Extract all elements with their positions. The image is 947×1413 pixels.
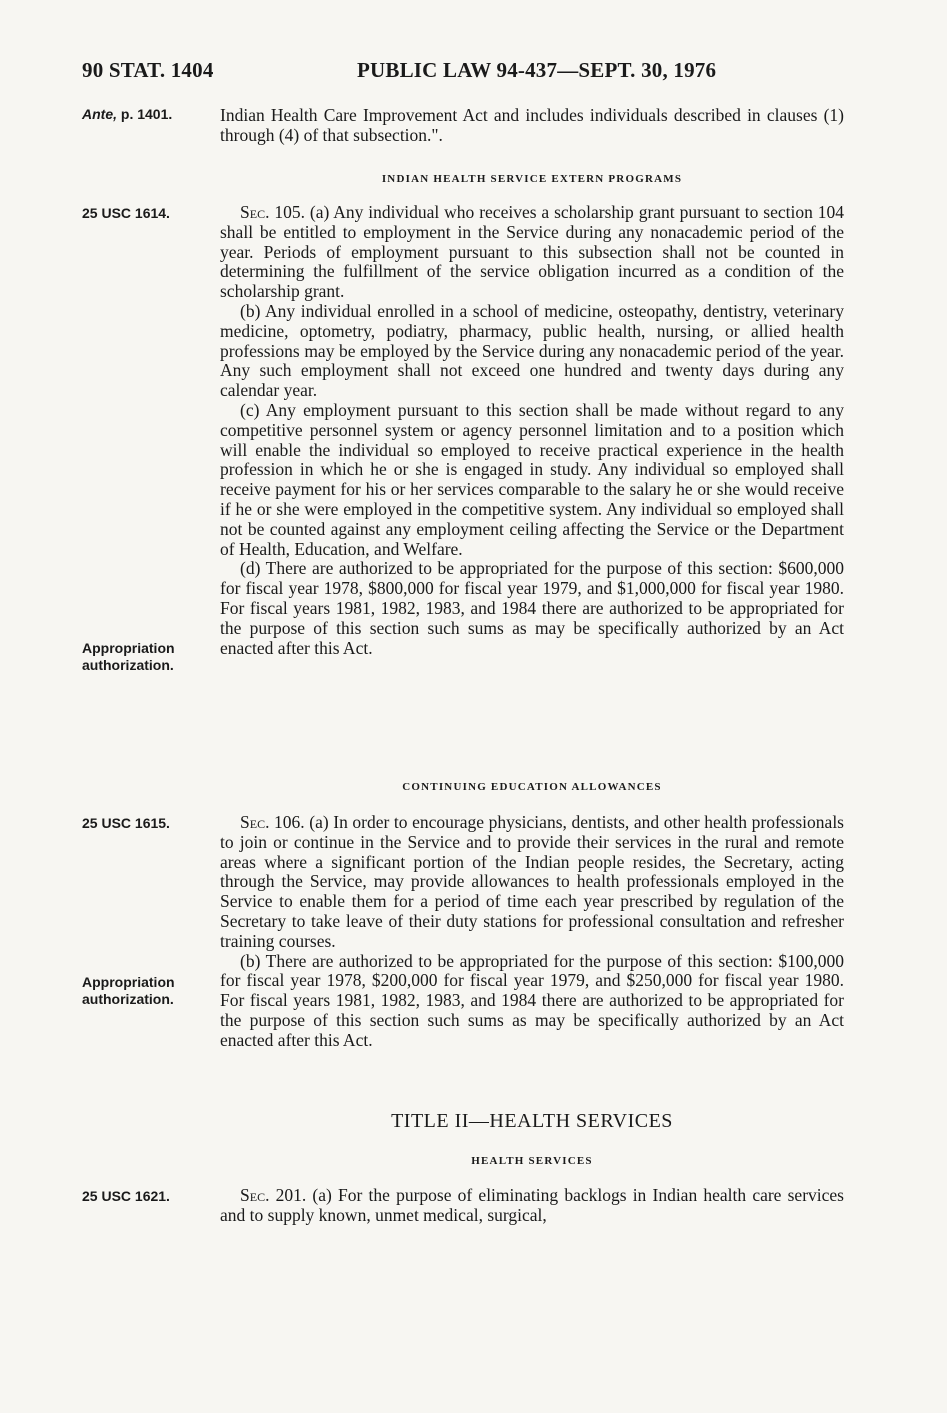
section-heading-continuing-education: CONTINUING EDUCATION ALLOWANCES: [402, 781, 662, 793]
section-105-a: [220, 203, 844, 302]
margin-note-usc-1614: 25 USC 1614.: [82, 205, 170, 221]
section-201-a: [220, 1186, 844, 1226]
section-105: [220, 203, 844, 658]
margin-note-ante-rest: p. 1401.: [117, 106, 173, 122]
page-stat-number: 90 STAT. 1404: [82, 58, 214, 82]
intro-paragraph: Indian Health Care Improvement Act and includes individuals described in clauses (1) through (4) of that subsection.".: [220, 105, 844, 145]
sec-label: Sec.: [240, 812, 270, 832]
section-105-b: (b) Any individual enrolled in a school of medicine, osteopathy, dentistry, veterinary medicine, optometry, podiatry, pharmacy, public health, nursing, or allied health professions may be employed by the Service during any nonacademic period of the year. Any such employment shall not exceed one hundred and twenty days during any calendar year.: [220, 300, 844, 401]
sec-label: Sec.: [240, 1185, 270, 1205]
margin-note-ante: [82, 106, 172, 123]
sec-201-a-text: 201. (a) For the purpose of eliminating backlogs in Indian health care services and to supply known, unmet medical, surgical,: [220, 1185, 844, 1225]
section-201: [220, 1186, 844, 1226]
section-105-d: (d) There are authorized to be appropriated for the purpose of this section: $600,000 for fiscal year 1978, $800,000 for fiscal year 1979, and $1,000,000 for fiscal year 1980. For fiscal years 1981, 1982, 1983, and 1984 there are authorized to be appropriated for the purpose of this section such sums as may be specifically authorized by an Act enacted after this Act.: [220, 558, 844, 658]
margin-note-appropriation-1: Appropriation authorization.: [82, 640, 175, 673]
margin-note-usc-1621: 25 USC 1621.: [82, 1188, 170, 1204]
section-106: [220, 813, 844, 1051]
section-heading-health-services: HEALTH SERVICES: [471, 1155, 593, 1167]
sec-106-a-text: 106. (a) In order to encourage physicians, dentists, and other health professionals to join or continue in the Service and to provide their services in the rural and remote areas where a significant portion of the Indian people resides, the Secretary, acting through the Service, may provide allowances to health professionals employed in the Service to enable them for a period of time each year prescribed by regulation of the Secretary to take leave of their duty stations for professional consultation and refresher training courses.: [220, 812, 844, 951]
section-heading-extern-programs: INDIAN HEALTH SERVICE EXTERN PROGRAMS: [381, 173, 683, 185]
intro-block: [220, 106, 844, 146]
margin-note-appropriation-2: Appropriation authorization.: [82, 974, 175, 1007]
sec-label: Sec.: [240, 202, 270, 222]
title-ii-heading: TITLE II—HEALTH SERVICES: [391, 1110, 673, 1132]
section-106-a: [220, 813, 844, 952]
section-106-b: (b) There are authorized to be appropriated for the purpose of this section: $100,000 for fiscal year 1978, $200,000 for fiscal year 1979, and $250,000 for fiscal year 1980. For fiscal years 1981, 1982, 1983, and 1984 there are authorized to be appropriated for the purpose of this section such sums as may be specifically authorized by an Act enacted after this Act.: [220, 950, 844, 1050]
margin-note-usc-1615: 25 USC 1615.: [82, 815, 170, 831]
section-105-c: (c) Any employment pursuant to this section shall be made without regard to any competitive personnel system or agency personnel limitation and to a position which will enable the individual so employed to receive practical experience in the health profession in which he or she is engaged in study. Any individual so employed shall receive payment for his or her services comparable to the salary he or she would receive if he or she were employed in the competitive system. Any individual so employed shall not be counted against any employment ceiling affecting the Service or the Department of Health, Education, and Welfare.: [220, 399, 844, 559]
margin-note-ante-italic: Ante,: [82, 106, 117, 122]
sec-105-a-text: 105. (a) Any individual who receives a scholarship grant pursuant to section 104 shall be entitled to employment in the Service during any nonacademic period of the year. Periods of employment pursuant to this subsection shall not be counted in determining the fulfillment of the service obligation incurred as a condition of the scholarship grant.: [220, 202, 844, 302]
page-running-title: PUBLIC LAW 94-437—SEPT. 30, 1976: [357, 58, 717, 82]
